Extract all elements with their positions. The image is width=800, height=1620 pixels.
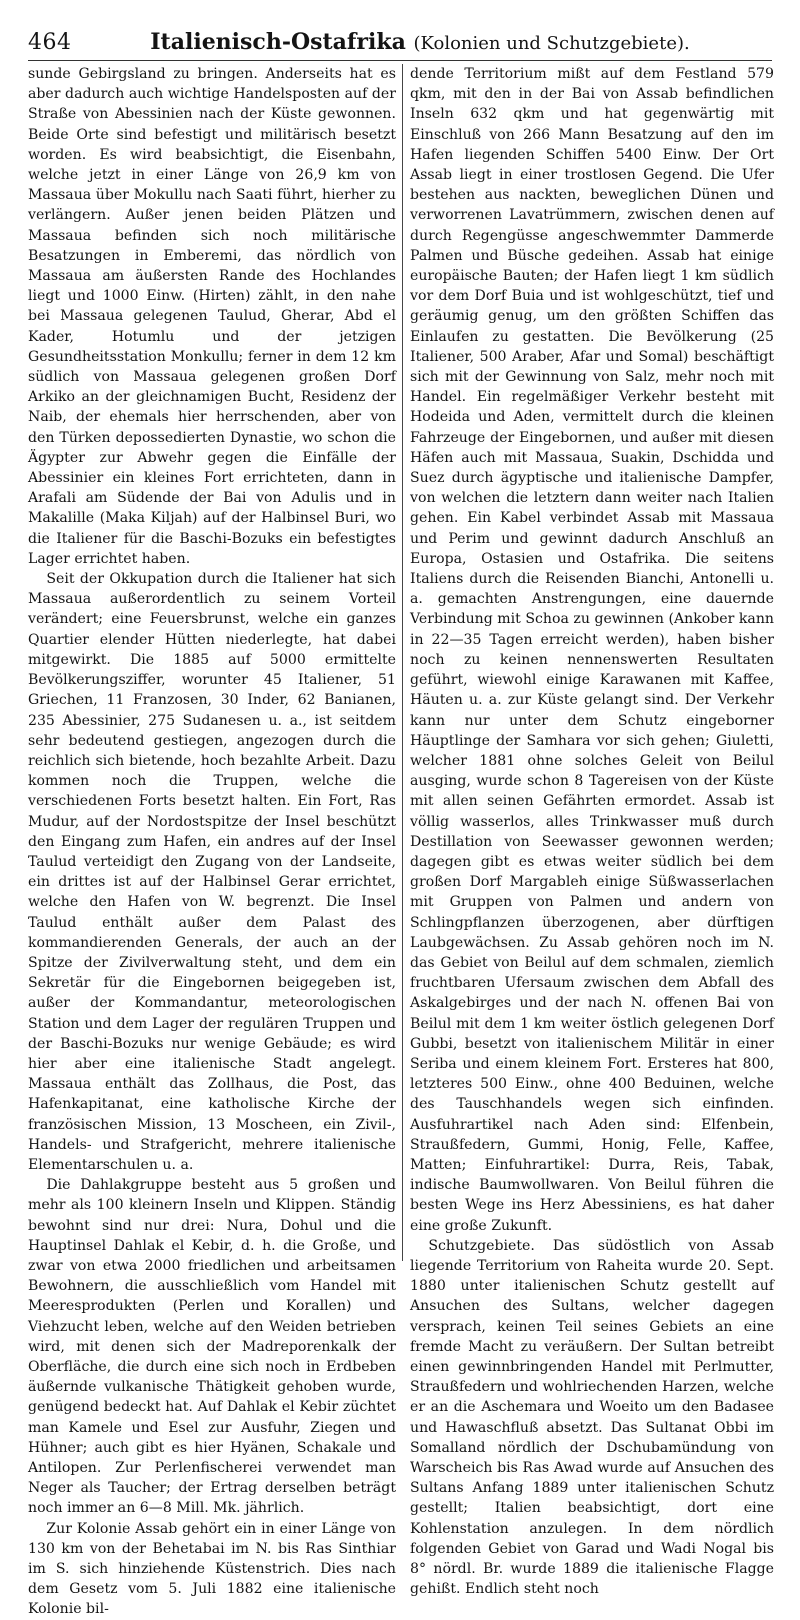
running-title-main: Italienisch-Ostafrika <box>150 29 406 55</box>
paragraph: dende Territorium mißt auf dem Festland 579 qkm, mit den in der Bai von Assab befindlichen Inseln 632 qkm und hat gegenwärtig mit Einschluß von 266 Mann Besatzung auf den im Hafen liegenden Schiffen 5400 Einw. Der Ort Assab liegt in einer trostlosen Gegend. Die Ufer bestehen aus nackten, beweglichen Dünen und verworrenen Lavatrümmern, zwischen denen auf durch Regengüsse angeschwemmter Dammerde Palmen und Büsche gedeihen. Assab hat einige europäische Bauten; der Hafen liegt 1 km südlich vor dem Dorf Buia und ist wohlgeschützt, tief und geräumig genug, um den größten Schiffen das Einlaufen zu gestatten. Die Bevölkerung (25 Italiener, 500 Araber, Afar und Somal) beschäftigt sich mit der Gewinnung von Salz, mehr noch mit Handel. Ein regelmäßiger Verkehr besteht mit Hodeida und Aden, vermittelt durch die kleinen Fahrzeuge der Eingebornen, und außer mit diesen Häfen auch mit Massaua, Suakin, Dschidda und Suez durch ägyptische und italienische Dampfer, von welchen die letztern dann weiter nach Italien gehen. Ein Kabel verbindet Assab mit Massaua und Perim und gewinnt dadurch Anschluß an Europa, Ostasien und Ostafrika. Die seitens Italiens durch die Reisenden Bianchi, Antonelli u. a. gemachten Anstrengungen, eine dauernde Verbindung mit Schoa zu gewinnen (Ankober kann in 22—35 Tagen erreicht werden), haben bisher noch zu keinen nennenswerten Resultaten geführt, wiewohl einige Karawanen mit Kaffee, Häuten u. a. zur Küste gelangt sind. Der Verkehr kann nur unter dem Schutz eingeborner Häuptlinge der Samhara vor sich gehen; Giuletti, welcher 1881 ohne solches Geleit von Beilul ausging, wurde schon 8 Tagereisen von der Küste mit allen seinen Gefährten ermordet. Assab ist völlig wasserlos, alles Trinkwasser muß durch Destillation von Seewasser gewonnen werden; dagegen gibt es etwas weiter südlich bei dem großen Dorf Margableh einige Süßwasserlachen mit Gruppen von Palmen und andern von Schlingpflanzen überzogenen, aber dürftigen Laubgewächsen. Zu Assab gehören noch im N. das Gebiet von Beilul auf dem schmalen, ziemlich fruchtbaren Ufersaum zwischen dem Abfall des Askalgebirges und der nach N. offenen Bai von Beilul mit dem 1 km weiter östlich gelegenen Dorf Gubbi, besetzt von italienischem Militär in einer Seriba und einem kleinem Fort. Ersteres hat 800, letzteres 500 Einw., ohne 400 Beduinen, welche des Tauschhandels wegen sich einfinden. Ausfuhrartikel nach Aden sind: Elfenbein, Straußfedern, Gummi, Honig, Felle, Kaffee, Matten; Einfuhrartikel: Durra, Reis, Tabak, indische Baumwollwaren. Von Beilul führen die besten Wege ins Herz Abessiniens, es hat daher eine große Zukunft. <box>410 66 774 1234</box>
paragraph: Zur Kolonie Assab gehört ein in einer Länge von 130 km von der Behetabai im N. bis Ras Sinthiar im S. sich hinziehende Küstenstrich. Dies nach dem Gesetz vom 5. Juli 1882 eine italienische Kolonie bil- <box>28 1520 396 1618</box>
running-title <box>28 29 772 55</box>
paragraph: sunde Gebirgsland zu bringen. Anderseits hat es aber dadurch auch wichtige Handelsposten auf der Straße von Abessinien nach der Küste gewonnen. Beide Orte sind befestigt und militärisch besetzt worden. Es wird beabsichtigt, die Eisenbahn, welche jetzt in einer Länge von 26,9 km von Massaua über Mokullu nach Saati führt, hierher zu verlängern. Außer jenen beiden Plätzen und Massaua befinden sich noch militärische Besatzungen in Emberemi, das nördlich von Massaua am äußersten Rande des Hochlandes liegt und 1000 Einw. (Hirten) zählt, in den nahe bei Massaua gelegenen Taulud, Gherar, Abd el Kader, Hotumlu und der jetzigen Gesundheitsstation Monkullu; ferner in dem 12 km südlich von Massaua gelegenen großen Dorf Arkiko an der gleichnamigen Bucht, Residenz der Naib, der ehemals hier herrschenden, aber von den Türken depossedierten Dynastie, wo schon die Ägypter zur Abwehr gegen die Einfälle der Abessinier ein kleines Fort errichteten, dann in Arafali am Südende der Bai von Adulis und in Makalille (Maka Kiljah) auf der Halbinsel Buri, wo die Italiener für die Baschi-Bozuks ein befestigtes Lager errichtet haben. <box>28 66 396 567</box>
right-column <box>410 64 774 1598</box>
paragraph: Schutzgebiete. Das südöstlich von Assab liegende Territorium von Raheita wurde 20. Sept. 1880 unter italienischen Schutz gestellt auf Ansuchen des Sultans, welcher dagegen versprach, keinen Teil seines Gebiets an eine fremde Macht zu veräußern. Der Sultan betreibt einen gewinnbringenden Handel mit Perlmutter, Straußfedern und wohlriechenden Harzen, welche er an die Aschemara und Woeito um den Badasee und Hawaschfluß absetzt. Das Sultanat Obbi im Somalland nördlich der Dschubamündung von Warscheich bis Ras Awad wurde auf Ansuchen des Sultans Anfang 1889 unter italienischen Schutz gestellt; Italien beabsichtigt, dort eine Kohlenstation anzulegen. In dem nördlich folgenden Gebiet von Garad und Wadi Nogal bis 8° nördl. Br. wurde 1889 die italienische Flagge gehißt. Endlich steht noch <box>410 1237 774 1598</box>
page-header <box>28 26 772 61</box>
left-column <box>28 64 396 1618</box>
paragraph: Seit der Okkupation durch die Italiener hat sich Massaua außerordentlich zu seinem Vorteil verändert; eine Feuersbrunst, welche ein ganzes Quartier elender Hütten niederlegte, hat dabei mitgewirkt. Die 1885 auf 5000 ermittelte Bevölkerungsziffer, worunter 45 Italiener, 51 Griechen, 11 Franzosen, 30 Inder, 62 Banianen, 235 Abessinier, 275 Sudanesen u. a., ist seitdem sehr bedeutend gestiegen, angezogen durch die reichlich sich bietende, hoch bezahlte Arbeit. Dazu kommen noch die Truppen, welche die verschiedenen Forts besetzt halten. Ein Fort, Ras Mudur, auf der Nordostspitze der Insel beschützt den Eingang zum Hafen, ein andres auf der Insel Taulud verteidigt den Zugang von der Landseite, ein drittes ist auf der Halbinsel Gerar errichtet, welche den Hafen von W. begrenzt. Die Insel Taulud enthält außer dem Palast des kommandierenden Generals, der auch an der Spitze der Zivilverwaltung steht, und dem ein Sekretär für die Eingebornen beigegeben ist, außer der Kommandantur, meteorologischen Station und dem Lager der regulären Truppen und der Baschi-Bozuks nur wenige Gebäude; es wird hier aber eine italienische Stadt angelegt. Massaua enthält das Zollhaus, die Post, das Hafenkapitanat, eine katholische Kirche der französischen Mission, 13 Moscheen, ein Zivil-, Handels- und Strafgericht, mehrere italienische Elementarschulen u. a. <box>28 571 396 1173</box>
running-title-subtitle: (Kolonien und Schutzgebiete). <box>413 33 690 54</box>
page-number: 464 <box>28 30 72 55</box>
column-divider <box>402 64 403 1261</box>
paragraph: Die Dahlakgruppe besteht aus 5 großen und mehr als 100 kleinern Inseln und Klippen. Ständig bewohnt sind nur drei: Nura, Dohul und die Hauptinsel Dahlak el Kebir, d. h. die Große, und zwar von etwa 2000 friedlichen und arbeitsamen Bewohnern, die ausschließlich vom Handel mit Meeresprodukten (Perlen und Korallen) und Viehzucht leben, welche auf den Weiden betrieben wird, mit denen sich der Madreporenkalk der Oberfläche, die durch eine sich noch in Erdbeben äußernde vulkanische Thätigkeit gehoben wurde, genügend bedeckt hat. Auf Dahlak el Kebir züchtet man Kamele und Esel zur Ausfuhr, Ziegen und Hühner; auch gibt es hier Hyänen, Schakale und Antilopen. Zur Perlenfischerei verwendet man Neger als Taucher; der Ertrag derselben beträgt noch immer an 6—8 Mill. Mk. jährlich. <box>28 1177 396 1517</box>
